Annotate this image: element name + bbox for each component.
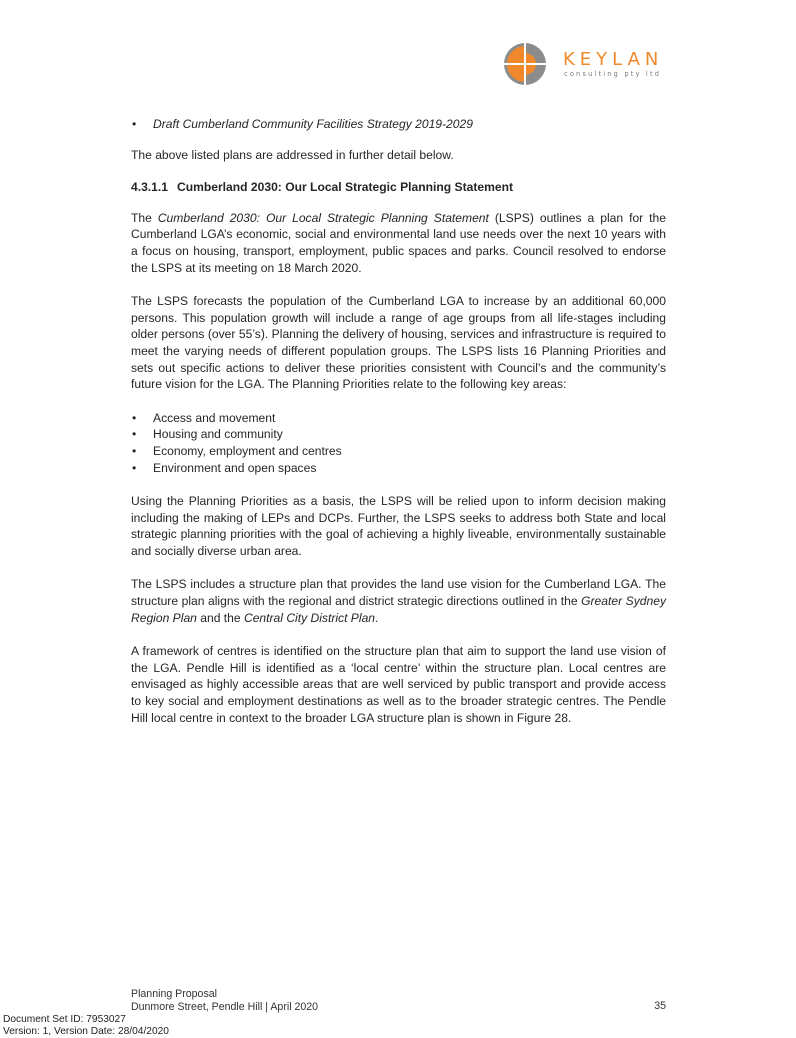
italic-title: Cumberland 2030: Our Local Strategic Planning Statement: [157, 210, 489, 225]
text-run: (LSPS) outlines a plan for the Cumberland LGA’s economic, social and environmental land use needs over the next 10 years with a focus on housing, transport, employment, public spaces and parks. Council resolved to endorse the LSPS at its meeting on 18 March 2020.: [131, 210, 666, 275]
italic-title: Central City District Plan: [243, 610, 376, 625]
text-run: .: [375, 610, 379, 625]
footer-title: Planning Proposal: [131, 988, 217, 1000]
logo-mark-icon: [503, 41, 551, 89]
list-item: • Housing and community: [131, 426, 666, 443]
section-title: Cumberland 2030: Our Local Strategic Planning Statement: [176, 180, 513, 195]
text-run: The LSPS includes a structure plan that provides the land use vision for the Cumberland LGA. The structure plan aligns with the regional and district strategic directions outlined in the: [131, 577, 666, 609]
list-item: [131, 116, 666, 133]
structure-plan-paragraph: [131, 576, 666, 626]
section-heading: [131, 179, 666, 196]
population-paragraph: The LSPS forecasts the population of the Cumberland LGA to increase by an additional 60,000 persons. This population growth will include a range of age groups from all life-stages including older persons (over 55’s). Planning the delivery of housing, services and infrastructure is required to meet the varying needs of different population groups. The LSPS lists 16 Planning Priorities and sets out specific actions to deliver these priorities consistent with Council’s and the community’s future vision for the LGA. The Planning Priorities relate to the following key areas:: [131, 294, 666, 392]
list-item: • Economy, employment and centres: [131, 443, 666, 460]
list-item: • Environment and open spaces: [131, 460, 666, 477]
section-number: 4.3.1.1: [131, 180, 168, 195]
page-footer: [131, 988, 666, 1013]
priorities-paragraph: Using the Planning Priorities as a basis, the LSPS will be relied upon to inform decision making including the making of LEPs and DCPs. Further, the LSPS seeks to address both State and local strategic planning priorities with the goal of achieving a highly liveable, environmentally sustainable and socially diverse urban area.: [131, 494, 666, 558]
key-areas-list: [131, 410, 666, 476]
logo-brand-text: KEYLAN: [563, 49, 664, 70]
document-info: [3, 1014, 169, 1038]
document-version: Version: 1, Version Date: 28/04/2020: [3, 1026, 169, 1038]
company-logo: [503, 41, 673, 89]
centres-paragraph: A framework of centres is identified on the structure plan that aim to support the land use vision of the LGA. Pendle Hill is identified as a ‘local centre’ within the structure plan. Local centres are envisaged as highly accessible areas that are well serviced by public transport and provide access to key social and employment destinations as well as to the broader strategic centres. The Pendle Hill local centre in context to the broader LGA structure plan is shown in Figure 28.: [131, 644, 666, 725]
footer-subtitle: Dunmore Street, Pendle Hill | April 2020: [131, 1000, 319, 1013]
text-run: The: [131, 210, 158, 225]
italic-title: Greater Sydney Region Plan: [131, 594, 666, 625]
logo-tagline: consulting pty ltd: [564, 70, 662, 78]
document-set-id: Document Set ID: 7953027: [3, 1014, 126, 1025]
list-item: • Access and movement: [131, 410, 666, 427]
plan-title: Draft Cumberland Community Facilities Strategy 2019-2029: [153, 117, 473, 131]
lsps-paragraph: [131, 210, 666, 276]
plans-list: [131, 116, 666, 133]
document-body: [131, 116, 666, 726]
page-number: 35: [654, 1000, 666, 1012]
text-run: and the: [196, 610, 244, 625]
intro-paragraph: The above listed plans are addressed in further detail below.: [131, 147, 454, 162]
